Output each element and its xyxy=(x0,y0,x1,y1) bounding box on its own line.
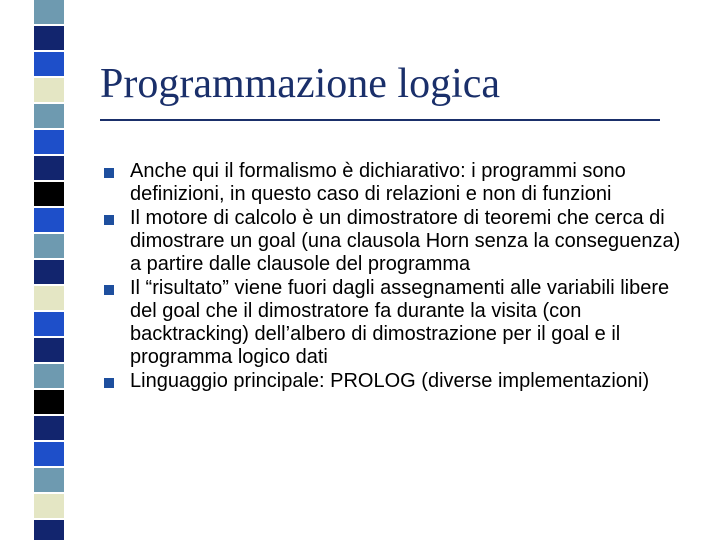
bullet-item xyxy=(130,207,690,276)
decorative-side-strip xyxy=(34,0,64,540)
strip-block xyxy=(34,468,64,492)
strip-block xyxy=(34,390,64,414)
square-bullet-icon xyxy=(104,378,114,388)
bullet-text: Il motore di calcolo è un dimostratore di teoremi che cerca di dimostrare un goal (una clausola Horn senza la conseguenza) a partire dalle clausole del programma xyxy=(130,207,681,275)
strip-block xyxy=(34,26,64,50)
strip-block xyxy=(34,130,64,154)
strip-block xyxy=(34,104,64,128)
strip-block xyxy=(34,312,64,336)
strip-block xyxy=(34,494,64,518)
bullet-list xyxy=(130,160,690,394)
strip-block xyxy=(34,520,64,540)
bullet-text: Il “risultato” viene fuori dagli assegnamenti alle variabili libere del goal che il dimostratore fa durante la visita (con backtracking) dell’albero di dimostrazione per il goal e il programma logico dati xyxy=(130,277,670,368)
bullet-item xyxy=(130,160,690,206)
strip-block xyxy=(34,182,64,206)
strip-block xyxy=(34,0,64,24)
strip-block xyxy=(34,442,64,466)
title-underline xyxy=(100,119,660,121)
strip-block xyxy=(34,52,64,76)
strip-block xyxy=(34,416,64,440)
square-bullet-icon xyxy=(104,285,114,295)
bullet-item xyxy=(130,277,690,369)
bullet-text: Anche qui il formalismo è dichiarativo: i programmi sono definizioni, in questo caso di relazioni e non di funzioni xyxy=(130,160,626,205)
square-bullet-icon xyxy=(104,215,114,225)
square-bullet-icon xyxy=(104,168,114,178)
strip-block xyxy=(34,234,64,258)
strip-block xyxy=(34,78,64,102)
strip-block xyxy=(34,208,64,232)
strip-block xyxy=(34,338,64,362)
bullet-item xyxy=(130,370,690,393)
strip-block xyxy=(34,156,64,180)
bullet-text: Linguaggio principale: PROLOG (diverse implementazioni) xyxy=(130,370,650,392)
slide-title: Programmazione logica xyxy=(100,61,501,107)
strip-block xyxy=(34,364,64,388)
strip-block xyxy=(34,260,64,284)
strip-block xyxy=(34,286,64,310)
